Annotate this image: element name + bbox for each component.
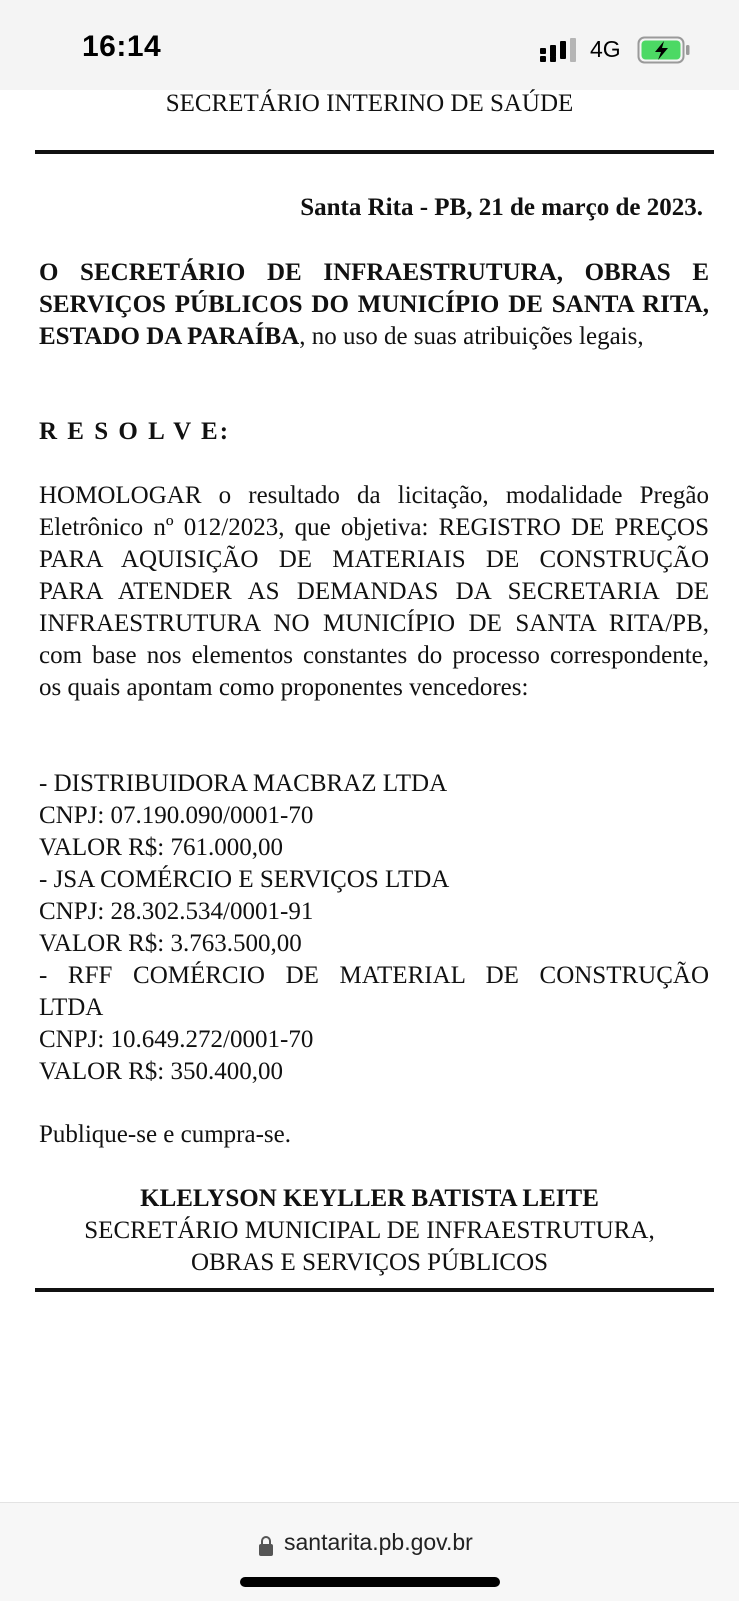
winner-name: - JSA COMÉRCIO E SERVIÇOS LTDA (39, 866, 450, 893)
home-indicator[interactable] (240, 1577, 500, 1587)
winner-cnpj: CNPJ: 07.190.090/0001-70 (39, 802, 314, 829)
bottom-rule (35, 1288, 714, 1292)
top-rule (35, 150, 714, 154)
date-line: Santa Rita - PB, 21 de março de 2023. (300, 194, 703, 221)
winners-list (39, 768, 709, 1088)
header-title: SECRETÁRIO INTERINO DE SAÚDE (165, 90, 574, 117)
signal-icon (540, 38, 580, 62)
lock-icon (258, 1535, 274, 1557)
winner-valor: VALOR R$: 350.400,00 (39, 1058, 284, 1085)
signature-block (0, 1183, 739, 1279)
winner-name-line2: LTDA (39, 994, 104, 1021)
winner-cnpj: CNPJ: 28.302.534/0001-91 (39, 898, 314, 925)
battery-charging-icon (637, 36, 691, 64)
winner-valor: VALOR R$: 761.000,00 (39, 834, 284, 861)
intro-bold: O SECRETÁRIO DE INFRAESTRUTURA, OBRAS E SERVIÇOS PÚBLICOS DO MUNICÍPIO DE SANTA RITA, ESTADO DA PARAÍBA (39, 259, 709, 350)
url-text[interactable]: santarita.pb.gov.br (284, 1529, 473, 1555)
network-type: 4G (590, 36, 621, 62)
status-time: 16:14 (82, 30, 162, 63)
winner-name: - DISTRIBUIDORA MACBRAZ LTDA (39, 770, 448, 797)
signatory-name: KLELYSON KEYLLER BATISTA LEITE (140, 1185, 599, 1212)
winner-valor: VALOR R$: 3.763.500,00 (39, 930, 302, 957)
intro-paragraph (39, 257, 709, 353)
resolve-heading: R E S O L V E: (39, 418, 231, 445)
body-paragraph: HOMOLOGAR o resultado da licitação, modalidade Pregão Eletrônico nº 012/2023, que objetiva: REGISTRO DE PREÇOS PARA AQUISIÇÃO DE MATERIAIS DE CONSTRUÇÃO PARA ATENDER AS DEMANDAS DA SECRETARIA DE INFRAESTRUTURA NO MUNICÍPIO DE SANTA RITA/PB, com base nos elementos constantes do processo correspondente, os quais apontam como proponentes vencedores: (39, 482, 709, 701)
winner-name-line1: - RFF COMÉRCIO DE MATERIAL DE CONSTRUÇÃO (39, 962, 709, 989)
url-bar[interactable] (0, 1502, 739, 1601)
status-bar (0, 0, 739, 90)
signatory-role-line1: SECRETÁRIO MUNICIPAL DE INFRAESTRUTURA, (84, 1217, 655, 1244)
publish-line: Publique-se e cumpra-se. (39, 1121, 292, 1148)
winner-cnpj: CNPJ: 10.649.272/0001-70 (39, 1026, 314, 1053)
intro-rest: , no uso de suas atribuições legais, (299, 323, 644, 350)
signatory-role-line2: OBRAS E SERVIÇOS PÚBLICOS (190, 1249, 549, 1276)
